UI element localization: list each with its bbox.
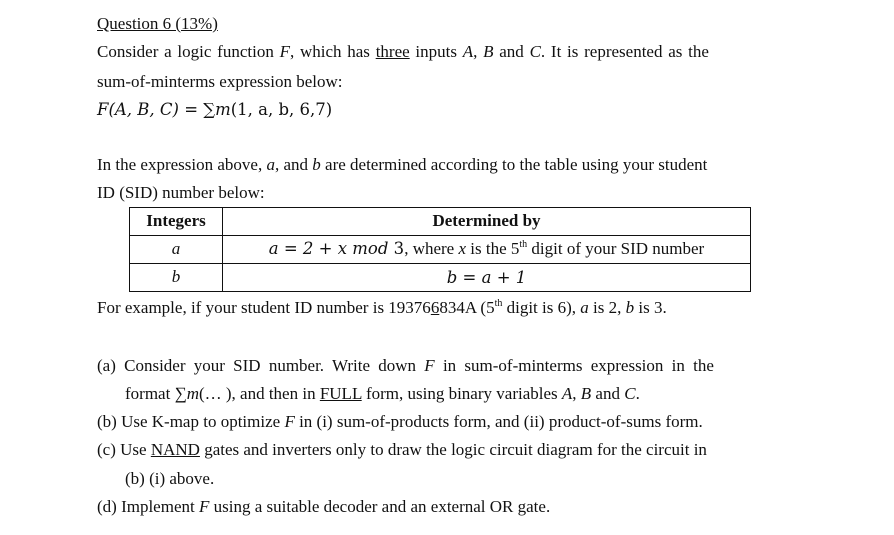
part-c-line-2: (b) (i) above. — [125, 469, 215, 488]
header-determined-by: Determined by — [223, 208, 751, 236]
part-a-line-2: format ∑m(… ), and then in FULL form, using binary variables A, B and C. — [125, 384, 640, 403]
table-header-row — [130, 208, 751, 236]
rule-b: b = a + 1 — [223, 264, 751, 292]
part-b: (b) Use K-map to optimize F in (i) sum-of-products form, and (ii) product-of-sums form. — [97, 412, 703, 431]
part-d: (d) Implement F using a suitable decoder and an external OR gate. — [97, 497, 551, 516]
example-line: For example, if your student ID number is 193766834A (5th digit is 6), a is 2, b is 3. — [97, 298, 667, 317]
question-title: Question 6 (13%) — [97, 14, 218, 33]
intro-line-2: sum-of-minterms expression below: — [97, 72, 343, 91]
integer-b: b — [130, 264, 223, 292]
part-a-line-1: (a) Consider your SID number. Write down F in sum-of-minterms expression in the — [97, 356, 714, 375]
table-row-a — [130, 236, 751, 264]
part-c-line-1: (c) Use NAND gates and inverters only to draw the logic circuit diagram for the circuit in — [97, 440, 707, 459]
sid-table — [129, 207, 751, 292]
minterm-expression: F(A, B, C) = ∑m(1, a, b, 6,7) — [97, 100, 333, 119]
para2-line-1: In the expression above, a, and b are determined according to the table using your student — [97, 155, 708, 174]
header-integers: Integers — [130, 208, 223, 236]
rule-a: a = 2 + x mod 3, where x is the 5th digit of your SID number — [223, 236, 751, 264]
table-row-b — [130, 264, 751, 292]
para2-line-2: ID (SID) number below: — [97, 183, 265, 202]
integer-a: a — [130, 236, 223, 264]
intro-line-1: Consider a logic function F, which has three inputs A, B and C. It is represented as the — [97, 42, 709, 61]
